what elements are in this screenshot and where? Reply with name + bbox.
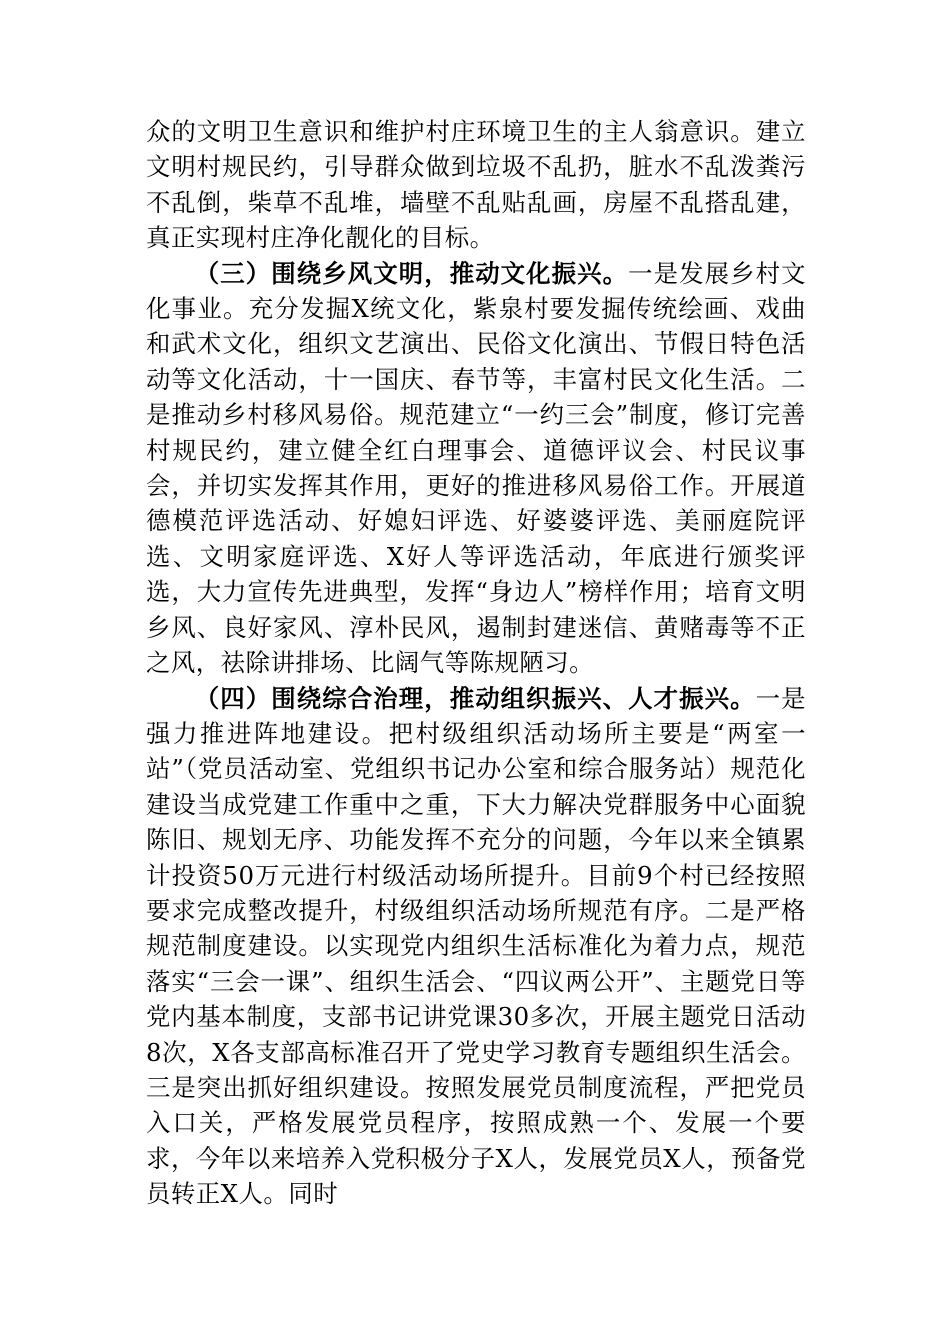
paragraph-body: 一是强力推进阵地建设。把村级组织活动场所主要是“两室一站”（党员活动室、党组织书记办公室和综合服务站）规范化建设当成党建工作重中之重，下大力解决党群服务中心面貌陈旧、规划无序、功能发挥不充分的问题，今年以来全镇累计投资50万元进行村级活动场所提升。目前9个村已经按照要求完成整改提升，村级组织活动场所规范有序。二是严格规范制度建设。以实现党内组织生活标准化为着力点，规范落实“三会一课”、组织生活会、“四议两公开”、主题党日等党内基本制度，支部书记讲党课30多次，开展主题党日活动8次，X各支部高标准召开了党史学习教育专题组织生活会。三是突出抓好组织建设。按照发展党员制度流程，严把党员入口关，严格发展党员程序，按照成熟一个、发展一个要求，今年以来培养入党积极分子X人，发展党员X人，预备党员转正X人。同时 xyxy=(146,683,806,1209)
paragraph-body: 众的文明卫生意识和维护村庄环境卫生的主人翁意识。建立文明村规民约，引导群众做到垃圾不乱扔，脏水不乱泼粪污不乱倒，柴草不乱堆，墙壁不乱贴乱画，房屋不乱搭乱建，真正实现村庄净化靓化的目标。 xyxy=(146,117,806,253)
paragraph-village-hygiene xyxy=(146,114,806,256)
paragraph-organization-revitalization xyxy=(146,681,806,1212)
document-page xyxy=(146,114,806,1212)
paragraph-culture-revitalization xyxy=(146,256,806,681)
paragraph-body: 一是发展乡村文化事业。充分发掘X统文化，紫泉村要发掘传统绘画、戏曲和武术文化，组织文艺演出、民俗文化演出、节假日特色活动等文化活动，十一国庆、春节等，丰富村民文化生活。二是推动乡村移风易俗。规范建立“一约三会”制度，修订完善村规民约，建立健全红白理事会、道德评议会、村民议事会，并切实发挥其作用，更好的推进移风易俗工作。开展道德模范评选活动、好媳妇评选、好婆婆评选、美丽庭院评选、文明家庭评选、X好人等评选活动，年底进行颁奖评选，大力宣传先进典型，发挥“身边人”榜样作用；培育文明乡风、良好家风、淳朴民风，遏制封建迷信、黄赌毒等不正之风，祛除讲排场、比阔气等陈规陋习。 xyxy=(146,258,806,678)
section-heading-3: （三）围绕乡风文明，推动文化振兴。 xyxy=(194,258,629,288)
section-heading-4: （四）围绕综合治理，推动组织振兴、人才振兴。 xyxy=(194,683,756,713)
